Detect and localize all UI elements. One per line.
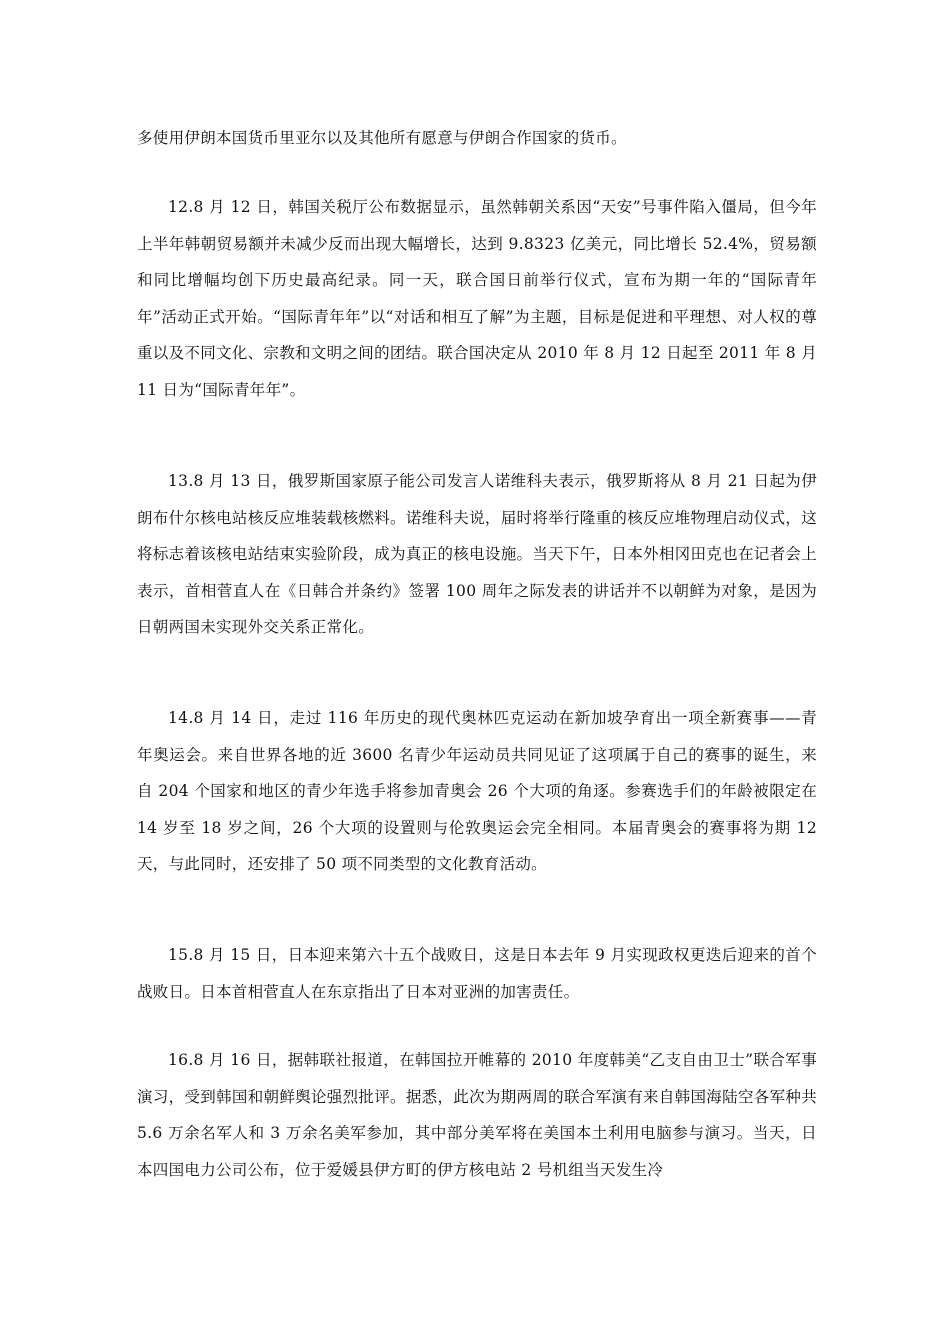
paragraph-text: 12.8 月 12 日，韩国关税厅公布数据显示，虽然韩朝关系因“天安”号事件陷入僵局，但今年上半年韩朝贸易额并未减少反而出现大幅增长，达到 9.8323 亿美元，同比增长 52.4%，贸易额和同比增幅均创下历史最高纪录。同一天，联合国日前举行仪式，宣布为期一年的“国际青年年”活动正式开始。“国际青年年”以“对话和相互了解”为主题，目标是促进和平理想、对人权的尊重以及不同文化、宗教和文明之间的团结。联合国决定从 2010 年 8 月 12 日起至 2011 年 8 月 11 日为“国际青年年”。 xyxy=(137,198,817,399)
paragraph-item-16 xyxy=(137,1042,817,1188)
paragraph-text: 15.8 月 15 日，日本迎来第六十五个战败日，这是日本去年 9 月实现政权更迭后迎来的首个战败日。日本首相菅直人在东京指出了日本对亚洲的加害责任。 xyxy=(137,946,817,1001)
paragraph-item-12 xyxy=(137,189,817,408)
paragraph-text: 16.8 月 16 日，据韩联社报道，在韩国拉开帷幕的 2010 年度韩美“乙支自由卫士”联合军事演习，受到韩国和朝鲜舆论强烈批评。据悉，此次为期两周的联合军演有来自韩国海陆空各军种共 5.6 万余名军人和 3 万余名美军参加，其中部分美军将在美国本土利用电脑参与演习。当天，日本四国电力公司公布，位于爱媛县伊方町的伊方核电站 2 号机组当天发生冷 xyxy=(137,1051,817,1179)
paragraph-text: 13.8 月 13 日，俄罗斯国家原子能公司发言人诺维科夫表示，俄罗斯将从 8 月 21 日起为伊朗布什尔核电站核反应堆装载核燃料。诺维科夫说，届时将举行隆重的核反应堆物理启动仪式，这将标志着该核电站结束实验阶段，成为真正的核电设施。当天下午，日本外相冈田克也在记者会上表示，首相菅直人在《日韩合并条约》签署 100 周年之际发表的讲话并不以朝鲜为对象，是因为日朝两国未实现外交关系正常化。 xyxy=(137,472,817,636)
paragraph-text: 14.8 月 14 日，走过 116 年历史的现代奥林匹克运动在新加坡孕育出一项全新赛事——青年奥运会。来自世界各地的近 3600 名青少年运动员共同见证了这项属于自己的赛事的诞生，来自 204 个国家和地区的青少年选手将参加青奥会 26 个大项的角逐。参赛选手们的年龄被限定在 14 岁至 18 岁之间，26 个大项的设置则与伦敦奥运会完全相同。本届青奥会的赛事将为期 12 天，与此同时，还安排了 50 项不同类型的文化教育活动。 xyxy=(137,709,817,873)
paragraph-continued xyxy=(137,120,817,157)
paragraph-item-13 xyxy=(137,463,817,646)
paragraph-text: 多使用伊朗本国货币里亚尔以及其他所有愿意与伊朗合作国家的货币。 xyxy=(137,129,627,147)
paragraph-item-15 xyxy=(137,937,817,1010)
paragraph-item-14 xyxy=(137,700,817,883)
